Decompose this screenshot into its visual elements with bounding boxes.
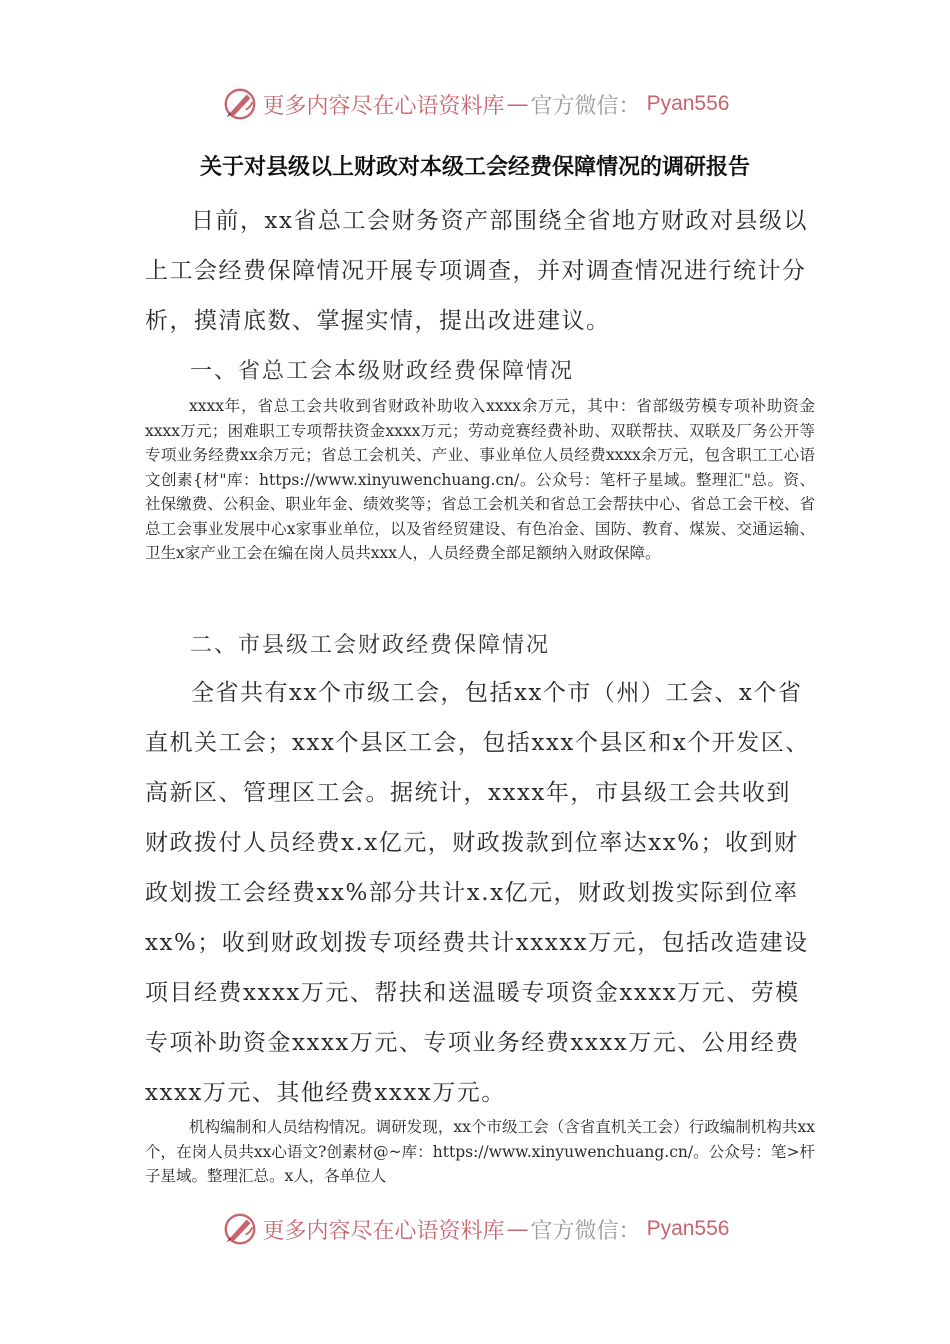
pen-logo-icon bbox=[221, 85, 259, 123]
intro-paragraph bbox=[145, 196, 815, 346]
section1-text: xxxx年，省总工会共收到省财政补助收入xxxx余万元，其中：省部级劳模专项补助资金xxxx万元；困难职工专项帮扶资金xxxx万元；劳动竞赛经费补助、双联帮扶、双联及厂务公开等专项业务经费xx余万元；省总工会机关、产业、事业单位人员经费xxxx余万元，包含职工工心语文创素{材"库：https://www.xinyuwenchuang.cn/。公众号：笔杆子星域。整理汇"总。资、社保缴费、公积金、职业年金、绩效奖等；省总工会机关和省总工会帮扶中心、省总工会干校、省总工会事业发展中心x家事业单位，以及省经贸建设、有色冶金、国防、教育、煤炭、交通运输、卫生x家产业工会在编在岗人员共xxx人，人员经费全部足额纳入财政保障。 bbox=[145, 397, 815, 562]
banner-text: 更多内容尽在心语资料库 bbox=[262, 1218, 505, 1244]
section2-heading: 二、市县级工会财政经费保障情况 bbox=[190, 633, 551, 658]
footer-banner bbox=[0, 1207, 950, 1251]
banner-separator: — bbox=[506, 1216, 529, 1242]
document-title: 关于对县级以上财政对本级工会经费保障情况的调研报告 bbox=[199, 155, 750, 180]
section1-heading: 一、省总工会本级财政经费保障情况 bbox=[190, 359, 575, 384]
section3-paragraph bbox=[145, 1115, 815, 1189]
banner-text: 更多内容尽在心语资料库 bbox=[262, 93, 505, 119]
header-banner bbox=[0, 82, 950, 126]
banner-label: 官方微信： bbox=[530, 93, 641, 119]
section2-text: 全省共有xx个市级工会，包括xx个市（州）工会、x个省直机关工会；xxx个县区工会，包括xxx个县区和x个开发区、高新区、管理区工会。据统计，xxxx年，市县级工会共收到财政拨付人员经费x.x亿元，财政拨款到位率达xx%；收到财政划拨工会经费xx%部分共计x.x亿元，财政划拨实际到位率xx%；收到财政划拨专项经费共计xxxxx万元，包括改造建设项目经费xxxx万元、帮扶和送温暖专项资金xxxx万元、劳模专项补助资金xxxx万元、专项业务经费xxxx万元、公用经费xxxx万元、其他经费xxxx万元。 bbox=[145, 680, 810, 1106]
pen-logo-icon bbox=[221, 1210, 259, 1248]
banner-label: 官方微信： bbox=[530, 1218, 641, 1244]
banner-wechat-id: Pyan556 bbox=[646, 1217, 730, 1240]
section2-paragraph bbox=[145, 668, 815, 1118]
intro-text: 日前，xx省总工会财务资产部围绕全省地方财政对县级以上工会经费保障情况开展专项调查，并对调查情况进行统计分析，摸清底数、掌握实情，提出改进建议。 bbox=[145, 208, 808, 334]
banner-wechat-id: Pyan556 bbox=[646, 92, 730, 115]
section1-paragraph bbox=[145, 394, 815, 566]
section3-text: 机构编制和人员结构情况。调研发现，xx个市级工会（含省直机关工会）行政编制机构共xx个，在岗人员共xx心语文?创素材@~库：https://www.xinyuwenchuang.cn/。公众号：笔>杆子星域。整理汇总。x人，各单位人 bbox=[145, 1118, 815, 1185]
banner-separator: — bbox=[506, 91, 529, 117]
